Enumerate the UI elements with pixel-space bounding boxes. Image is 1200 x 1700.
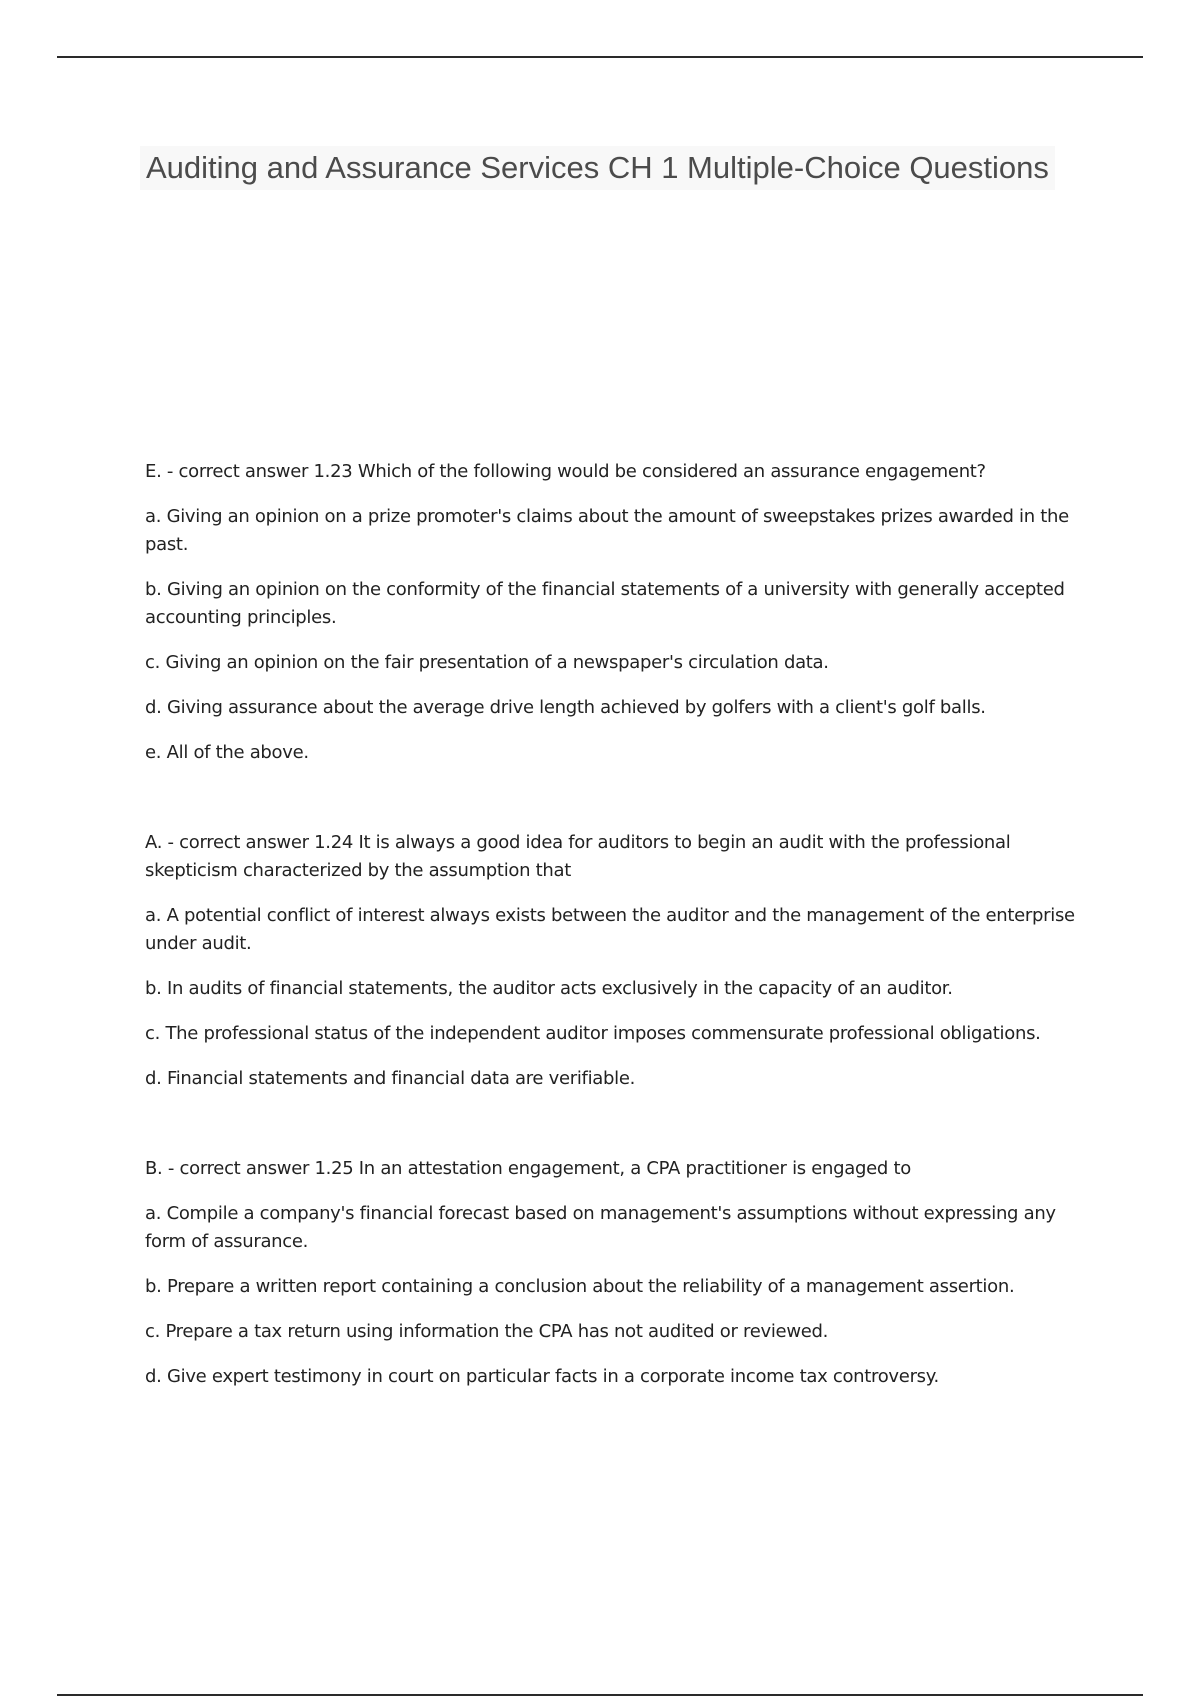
question-text: A. - correct answer 1.24 It is always a good idea for auditors to begin an audit with the professional skepticism characterized by the assumption that: [145, 832, 1011, 881]
question-block: [145, 829, 1080, 1093]
answer-option: d. Financial statements and financial data are verifiable.: [145, 1068, 636, 1089]
answer-option: c. The professional status of the independent auditor imposes commensurate professional obligations.: [145, 1023, 1041, 1044]
header-rule: [57, 56, 1143, 58]
answer-option: c. Giving an opinion on the fair presentation of a newspaper's circulation data.: [145, 652, 829, 673]
question-list: [145, 458, 1080, 1408]
answer-option: b. In audits of financial statements, the auditor acts exclusively in the capacity of an auditor.: [145, 978, 953, 999]
answer-option: b. Giving an opinion on the conformity of the financial statements of a university with generally accepted accounting principles.: [145, 579, 1065, 628]
answer-option: a. Giving an opinion on a prize promoter's claims about the amount of sweepstakes prizes awarded in the past.: [145, 506, 1069, 555]
answer-option: a. Compile a company's financial forecast based on management's assumptions without expressing any form of assurance.: [145, 1203, 1056, 1252]
answer-option: b. Prepare a written report containing a conclusion about the reliability of a management assertion.: [145, 1276, 1015, 1297]
answer-option: c. Prepare a tax return using information the CPA has not audited or reviewed.: [145, 1321, 829, 1342]
document-title: Auditing and Assurance Services CH 1 Multiple-Choice Questions: [140, 146, 1055, 190]
footer-rule: [57, 1694, 1143, 1696]
question-text: B. - correct answer 1.25 In an attestation engagement, a CPA practitioner is engaged to: [145, 1158, 911, 1179]
question-text: E. - correct answer 1.23 Which of the following would be considered an assurance engagement?: [145, 461, 986, 482]
answer-option: d. Give expert testimony in court on particular facts in a corporate income tax controversy.: [145, 1366, 939, 1387]
question-block: [145, 1155, 1080, 1391]
answer-option: d. Giving assurance about the average drive length achieved by golfers with a client's golf balls.: [145, 697, 986, 718]
question-block: [145, 458, 1080, 767]
answer-option: e. All of the above.: [145, 742, 309, 763]
answer-option: a. A potential conflict of interest always exists between the auditor and the management of the enterprise under audit.: [145, 905, 1075, 954]
